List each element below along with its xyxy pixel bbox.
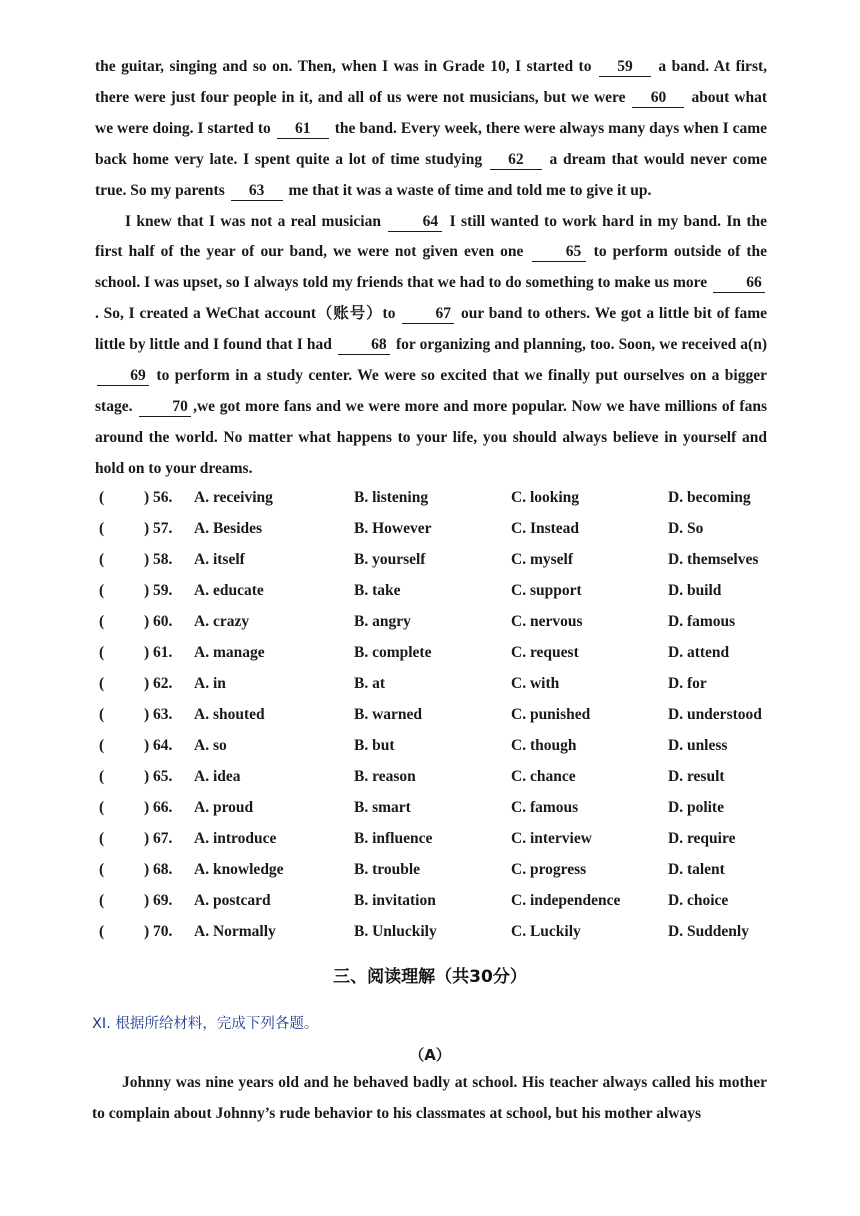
option-b: B. listening — [354, 489, 429, 506]
passage-text: me that it was a waste of time and told me to give it up. — [288, 181, 652, 199]
option-d: D. understood — [668, 706, 762, 723]
option-b: B. influence — [354, 830, 433, 847]
passage-text: the guitar, singing and so on. Then, when I was in Grade 10, I started to — [95, 58, 592, 75]
option-c: C. interview — [511, 830, 592, 847]
question-row — [99, 919, 799, 950]
passage-paragraph-1 — [95, 52, 767, 207]
question-row — [99, 764, 799, 795]
passage-text: ,we got more fans and we were more and more popular. Now we have millions of fans around the world. No matter what happens to your life, you should always believe in yourself and hold on to your dreams. — [95, 397, 767, 477]
option-b: B. but — [354, 737, 395, 754]
option-b: B. smart — [354, 799, 411, 816]
option-a: A. postcard — [194, 892, 271, 909]
option-c: C. support — [511, 582, 582, 599]
option-d: D. unless — [668, 737, 728, 754]
option-d: D. polite — [668, 799, 724, 816]
question-number: ) 58. — [144, 551, 173, 568]
blank-59: 59 — [599, 58, 651, 77]
option-a: A. knowledge — [194, 861, 284, 878]
section-instruction: XI. 根据所给材料，完成下列各题。 — [92, 1016, 319, 1032]
passage-paragraph-2 — [95, 207, 767, 485]
option-d: D. So — [668, 520, 704, 537]
option-b: B. trouble — [354, 861, 421, 878]
blank-61: 61 — [277, 120, 329, 139]
passage-text: I still wanted to work hard in my band. In the first half of the year of our band, we were not given even one — [95, 212, 768, 261]
option-b: B. take — [354, 582, 401, 599]
option-c: C. looking — [511, 489, 580, 506]
question-row — [99, 609, 799, 640]
answer-paren[interactable]: ( — [99, 830, 105, 847]
option-d: D. Suddenly — [668, 923, 749, 940]
reading-paragraph: Johnny was nine years old and he behaved badly at school. His teacher always called his mother to complain about Johnny’s rude behavior to his classmates at school, but his mother always — [92, 1074, 767, 1122]
passage-text: a band. At first, there were just four people in it, and all of us were not musicians, but we were — [95, 58, 768, 106]
option-d: D. talent — [668, 861, 725, 878]
question-row — [99, 485, 799, 516]
option-d: D. attend — [668, 644, 730, 661]
option-b: B. Unluckily — [354, 923, 437, 940]
option-a: A. shouted — [194, 706, 265, 723]
answer-paren[interactable]: ( — [99, 923, 105, 940]
question-number: ) 64. — [144, 737, 173, 754]
answer-paren[interactable]: ( — [99, 644, 105, 661]
question-row — [99, 578, 799, 609]
passage-text: the band. Every week, there were always many days when I came back home very late. I spent quite a lot of time studying — [95, 119, 767, 168]
option-b: B. invitation — [354, 892, 436, 909]
cloze-passage — [95, 52, 767, 485]
option-c: C. independence — [511, 892, 621, 909]
answer-paren[interactable]: ( — [99, 706, 105, 723]
option-c: C. punished — [511, 706, 591, 723]
question-number: ) 60. — [144, 613, 173, 630]
answer-paren[interactable]: ( — [99, 489, 105, 506]
question-number: ) 67. — [144, 830, 173, 847]
passage-text: a dream that would never come true. So my parents — [95, 150, 767, 199]
passage-text: for organizing and planning, too. Soon, we received a(n) — [396, 336, 768, 354]
answer-paren[interactable]: ( — [99, 737, 105, 754]
option-a: A. proud — [194, 799, 254, 816]
question-number: ) 62. — [144, 675, 173, 692]
option-d: D. require — [668, 830, 736, 847]
question-number: ) 70. — [144, 923, 173, 940]
question-row — [99, 857, 799, 888]
option-b: B. angry — [354, 613, 411, 630]
question-number: ) 63. — [144, 706, 173, 723]
option-d: D. famous — [668, 613, 736, 630]
option-b: B. warned — [354, 706, 423, 723]
option-c: C. chance — [511, 768, 576, 785]
option-a: A. idea — [194, 768, 241, 785]
passage-text: to perform outside of the school. I was upset, so I always told my friends that we had to do something to make us more — [95, 243, 767, 292]
question-number: ) 56. — [144, 489, 173, 506]
blank-60: 60 — [632, 89, 684, 108]
question-row — [99, 640, 799, 671]
option-a: A. introduce — [194, 830, 277, 847]
question-row — [99, 795, 799, 826]
blank-63: 63 — [231, 182, 283, 201]
question-number: ) 66. — [144, 799, 173, 816]
answer-paren[interactable]: ( — [99, 892, 105, 909]
question-row — [99, 671, 799, 702]
answer-paren[interactable]: ( — [99, 768, 105, 785]
option-d: D. becoming — [668, 489, 751, 506]
question-row — [99, 702, 799, 733]
option-c: C. though — [511, 737, 577, 754]
answer-paren[interactable]: ( — [99, 675, 105, 692]
option-c: C. request — [511, 644, 579, 661]
blank-66: 66 — [713, 274, 765, 293]
option-c: C. Instead — [511, 520, 580, 537]
answer-paren[interactable]: ( — [99, 613, 105, 630]
question-row — [99, 733, 799, 764]
question-number: ) 68. — [144, 861, 173, 878]
option-c: C. myself — [511, 551, 573, 568]
option-b: B. complete — [354, 644, 432, 661]
passage-text: our band to others. We got a little bit of fame little by little and I found that I had — [95, 305, 768, 354]
option-a: A. itself — [194, 551, 245, 568]
question-number: ) 59. — [144, 582, 173, 599]
option-d: D. themselves — [668, 551, 759, 568]
option-b: B. yourself — [354, 551, 426, 568]
question-number: ) 57. — [144, 520, 173, 537]
answer-paren[interactable]: ( — [99, 551, 105, 568]
question-row — [99, 547, 799, 578]
option-c: C. progress — [511, 861, 587, 878]
blank-69: 69 — [97, 367, 149, 386]
question-row — [99, 888, 799, 919]
answer-paren[interactable]: ( — [99, 582, 105, 599]
answer-paren[interactable]: ( — [99, 799, 105, 816]
option-a: A. crazy — [194, 613, 250, 630]
section-title: 三、阅读理解（共30分） — [333, 967, 527, 987]
blank-64: 64 — [388, 213, 442, 232]
option-d: D. choice — [668, 892, 729, 909]
option-c: C. Luckily — [511, 923, 581, 940]
blank-70: 70 — [139, 398, 191, 417]
option-b: B. reason — [354, 768, 416, 785]
option-c: C. nervous — [511, 613, 583, 630]
option-a: A. receiving — [194, 489, 273, 506]
passage-text: . So, I created a WeChat account（账号）to — [95, 305, 396, 323]
option-d: D. result — [668, 768, 725, 785]
option-a: A. so — [194, 737, 227, 754]
answer-paren[interactable]: ( — [99, 520, 105, 537]
question-number: ) 69. — [144, 892, 173, 909]
option-b: B. However — [354, 520, 432, 537]
passage-text: about what we were doing. I started to — [95, 88, 768, 137]
question-number: ) 61. — [144, 644, 173, 661]
option-a: A. Besides — [194, 520, 263, 537]
option-d: D. for — [668, 675, 707, 692]
blank-68: 68 — [338, 336, 390, 355]
option-a: A. in — [194, 675, 226, 692]
option-a: A. educate — [194, 582, 264, 599]
option-c: C. with — [511, 675, 560, 692]
reading-passage-a — [92, 1067, 767, 1129]
question-row — [99, 516, 799, 547]
blank-67: 67 — [402, 305, 454, 324]
question-number: ) 65. — [144, 768, 173, 785]
option-b: B. at — [354, 675, 385, 692]
option-d: D. build — [668, 582, 722, 599]
option-c: C. famous — [511, 799, 579, 816]
blank-62: 62 — [490, 151, 542, 170]
question-list — [99, 485, 799, 950]
passage-label: （A） — [409, 1046, 451, 1064]
question-row — [99, 826, 799, 857]
option-a: A. Normally — [194, 923, 276, 940]
answer-paren[interactable]: ( — [99, 861, 105, 878]
option-a: A. manage — [194, 644, 265, 661]
blank-65: 65 — [532, 243, 586, 262]
passage-text: to perform in a study center. We were so excited that we finally put ourselves on a bigger stage. — [95, 367, 767, 415]
passage-text: I knew that I was not a real musician — [125, 212, 381, 230]
